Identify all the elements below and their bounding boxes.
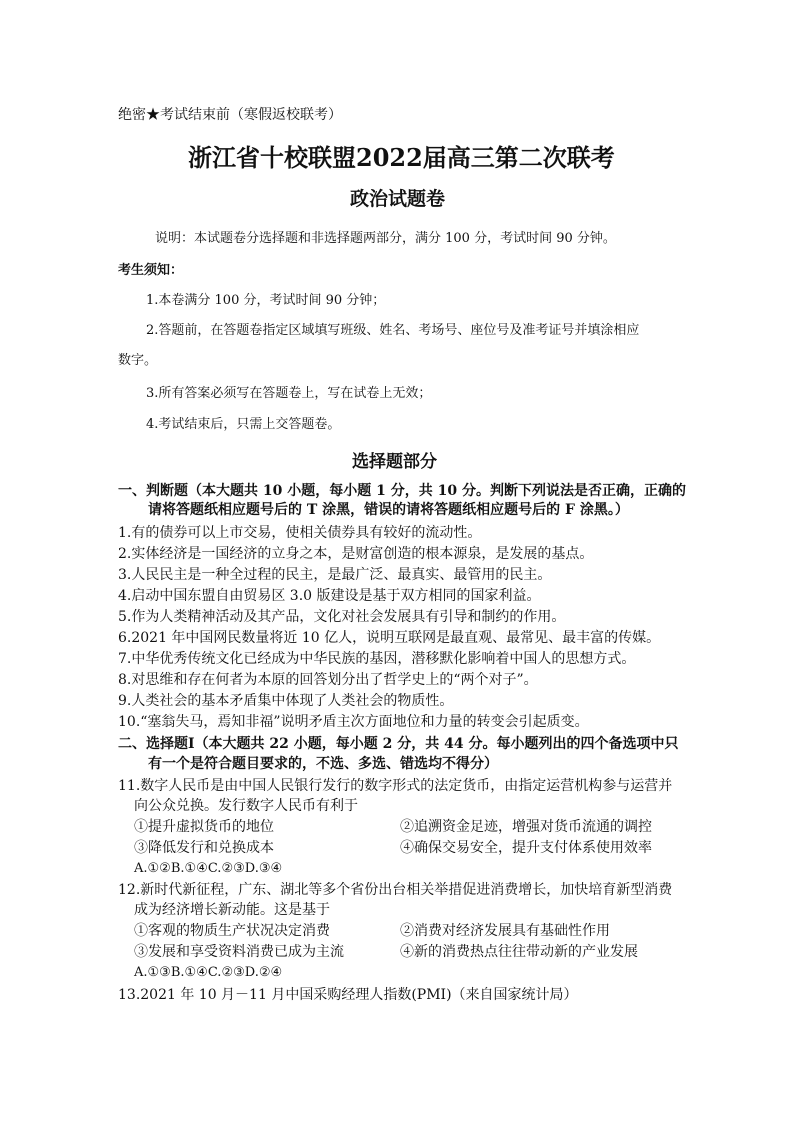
exam-instructions: 说明：本试题卷分选择题和非选择题两部分，满分 100 分，考试时间 90 分钟。 bbox=[155, 231, 616, 246]
judgment-item: 6.2021 年中国网民数量将近 10 亿人，说明互联网是最直观、最常见、最丰富的传媒。 bbox=[118, 630, 661, 646]
judgment-item: 8.对思维和存在何者为本原的回答划分出了哲学史上的“两个对子”。 bbox=[118, 672, 538, 688]
judgment-item: 9.人类社会的基本矛盾集中体现了人类社会的物质性。 bbox=[118, 693, 454, 709]
notice-item: 数字。 bbox=[118, 353, 158, 368]
judgment-item: 2.实体经济是一国经济的立身之本，是财富创造的根本源泉，是发展的基点。 bbox=[118, 546, 594, 562]
answer-choices: A.①②B.①④C.②③D.③④ bbox=[134, 861, 283, 876]
question-option: ④新的消费热点往往带动新的产业发展 bbox=[400, 944, 638, 960]
question-stem: 成为经济增长新动能。这是基于 bbox=[134, 902, 330, 918]
page-subtitle: 政治试题卷 bbox=[350, 188, 446, 210]
question-stem: 11.数字人民币是由中国人民银行发行的数字形式的法定货币，由指定运营机构参与运营并 bbox=[118, 778, 673, 794]
question-stem: 12.新时代新征程，广东、湖北等多个省份出台相关举措促进消费增长，加快培育新型消费 bbox=[118, 882, 673, 898]
judgment-item: 5.作为人类精神活动及其产品，文化对社会发展具有引导和制约的作用。 bbox=[118, 609, 566, 625]
notice-heading: 考生须知： bbox=[118, 263, 184, 278]
part2-heading: 有一个是符合题目要求的，不选、多选、错选均不得分） bbox=[148, 756, 498, 772]
part2-heading: 二、选择题Ⅰ（本大题共 22 小题，每小题 2 分，共 44 分。每小题列出的四个备选项中只 bbox=[118, 736, 679, 752]
question-option: ②追溯资金足迹，增强对货币流通的调控 bbox=[400, 819, 652, 835]
question-option: ②消费对经济发展具有基础性作用 bbox=[400, 923, 610, 939]
part1-heading: 一、判断题（本大题共 10 小题，每小题 1 分，共 10 分。判断下列说法是否正确，正确的 bbox=[118, 483, 686, 499]
question-option: ③发展和享受资料消费已成为主流 bbox=[134, 944, 344, 960]
confidential-label: 绝密★考试结束前（寒假返校联考） bbox=[118, 107, 342, 123]
notice-item: 3.所有答案必须写在答题卷上，写在试卷上无效； bbox=[146, 386, 432, 401]
judgment-item: 3.人民民主是一种全过程的民主，是最广泛、最真实、最管用的民主。 bbox=[118, 567, 552, 583]
judgment-item: 1.有的债券可以上市交易，使相关债券具有较好的流动性。 bbox=[118, 525, 482, 541]
notice-item: 1.本卷满分 100 分，考试时间 90 分钟； bbox=[146, 293, 386, 308]
notice-item: 2.答题前，在答题卷指定区域填写班级、姓名、考场号、座位号及准考证号并填涂相应 bbox=[146, 323, 640, 338]
page-title: 浙江省十校联盟2022届高三第二次联考 bbox=[188, 143, 615, 172]
section-title: 选择题部分 bbox=[352, 452, 437, 472]
part1-heading: 请将答题纸相应题号后的 T 涂黑，错误的请将答题纸相应题号后的 F 涂黑。） bbox=[148, 502, 629, 518]
question-option: ④确保交易安全，提升支付体系使用效率 bbox=[400, 840, 652, 856]
judgment-item: 10.“塞翁失马，焉知非福”说明矛盾主次方面地位和力量的转变会引起质变。 bbox=[118, 714, 589, 730]
notice-item: 4.考试结束后，只需上交答题卷。 bbox=[146, 417, 341, 432]
question-option: ①提升虚拟货币的地位 bbox=[134, 819, 274, 835]
judgment-item: 7.中华优秀传统文化已经成为中华民族的基因，潜移默化影响着中国人的思想方式。 bbox=[118, 651, 636, 667]
question-option: ①客观的物质生产状况决定消费 bbox=[134, 923, 330, 939]
answer-choices: A.①③B.①④C.②③D.②④ bbox=[134, 965, 283, 980]
judgment-item: 4.启动中国东盟自由贸易区 3.0 版建设是基于双方相同的国家利益。 bbox=[118, 588, 541, 604]
question-stem: 13.2021 年 10 月－11 月中国采购经理人指数(PMI)（来自国家统计局） bbox=[118, 987, 578, 1003]
question-stem: 向公众兑换。发行数字人民币有利于 bbox=[134, 798, 358, 814]
question-option: ③降低发行和兑换成本 bbox=[134, 840, 274, 856]
